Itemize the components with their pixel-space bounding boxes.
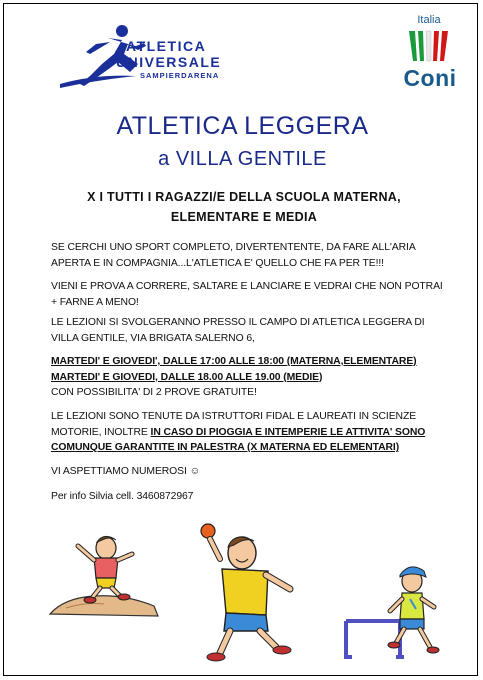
flyer-page bbox=[3, 3, 478, 676]
paragraph-location bbox=[51, 315, 451, 346]
contact-text: Per info Silvia cell. 3460872967 bbox=[51, 491, 194, 502]
coni-logo bbox=[392, 14, 472, 94]
coni-country: Italia bbox=[417, 14, 441, 26]
main-title: ATLETICA LEGGERA bbox=[116, 112, 369, 140]
trial-line: CON POSSIBILITA' DI 2 PROVE GRATUITE! bbox=[51, 387, 257, 398]
schedule-line-2: MARTEDI' E GIOVEDI, DALLE 18.00 ALLE 19.00 (MEDIE) bbox=[51, 371, 323, 383]
paragraph-instructors-text bbox=[51, 409, 451, 456]
instructors-text: LE LEZIONI SONO TENUTE DA ISTRUTTORI FIDAL E LAUREATI IN SCIENZE MOTORIE, INOLTRE bbox=[51, 411, 417, 438]
logo-line-2: UNIVERSALE bbox=[116, 54, 222, 70]
logo-line-3: SAMPIERDARENA bbox=[140, 71, 220, 80]
welcome-text: VI ASPETTIAMO NUMEROSI ☺ bbox=[51, 466, 201, 477]
contact-info bbox=[51, 489, 451, 505]
audience-line-2: ELEMENTARE E MEDIA bbox=[170, 210, 318, 224]
atletica-universale-logo bbox=[56, 24, 256, 90]
subtitle: a VILLA GENTILE bbox=[158, 148, 327, 170]
paragraph-instructors bbox=[51, 409, 451, 456]
paragraph-invite-text: VIENI E PROVA A CORRERE, SALTARE E LANCIARE E VEDRAI CHE NON POTRAI + FARNE A MENO! bbox=[51, 281, 443, 308]
italian-flag-icon bbox=[406, 29, 454, 63]
paragraph-intro bbox=[51, 240, 451, 271]
schedule-block bbox=[51, 354, 451, 401]
audience-heading bbox=[24, 187, 464, 227]
paragraph-intro-text: SE CERCHI UNO SPORT COMPLETO, DIVERTENTENTE, DA FARE ALL'ARIA APERTA E IN COMPAGNIA...L'ATLETICA E' QUELLO CHE FA PER TE!!! bbox=[51, 242, 416, 269]
long-jump-boy-illustration bbox=[44, 524, 164, 620]
throwing-boy-illustration bbox=[194, 519, 314, 669]
coni-name: Coni bbox=[403, 65, 457, 91]
schedule-line-1: MARTEDI' E GIOVEDI', DALLE 17:00 ALLE 18:00 (MATERNA,ELEMENTARE) bbox=[51, 356, 417, 367]
paragraph-invite bbox=[51, 279, 451, 310]
logo-line-1: ATLETICA bbox=[126, 38, 207, 54]
rain-notice: IN CASO DI PIOGGIA E INTEMPERIE LE ATTIVITA' SONO COMUNQUE GARANTITE IN PALESTRA (X MATERNA ED ELEMENTARI) bbox=[51, 426, 426, 453]
audience-line-1: X I TUTTI I RAGAZZI/E DELLA SCUOLA MATERNA, bbox=[87, 190, 401, 204]
paragraph-location-text: LE LEZIONI SI SVOLGERANNO PRESSO IL CAMPO DI ATLETICA LEGGERA DI VILLA GENTILE, VIA BRIGATA SALERNO 6, bbox=[51, 317, 425, 344]
paragraph-welcome bbox=[51, 464, 451, 480]
hurdle-boy-illustration bbox=[340, 559, 460, 669]
